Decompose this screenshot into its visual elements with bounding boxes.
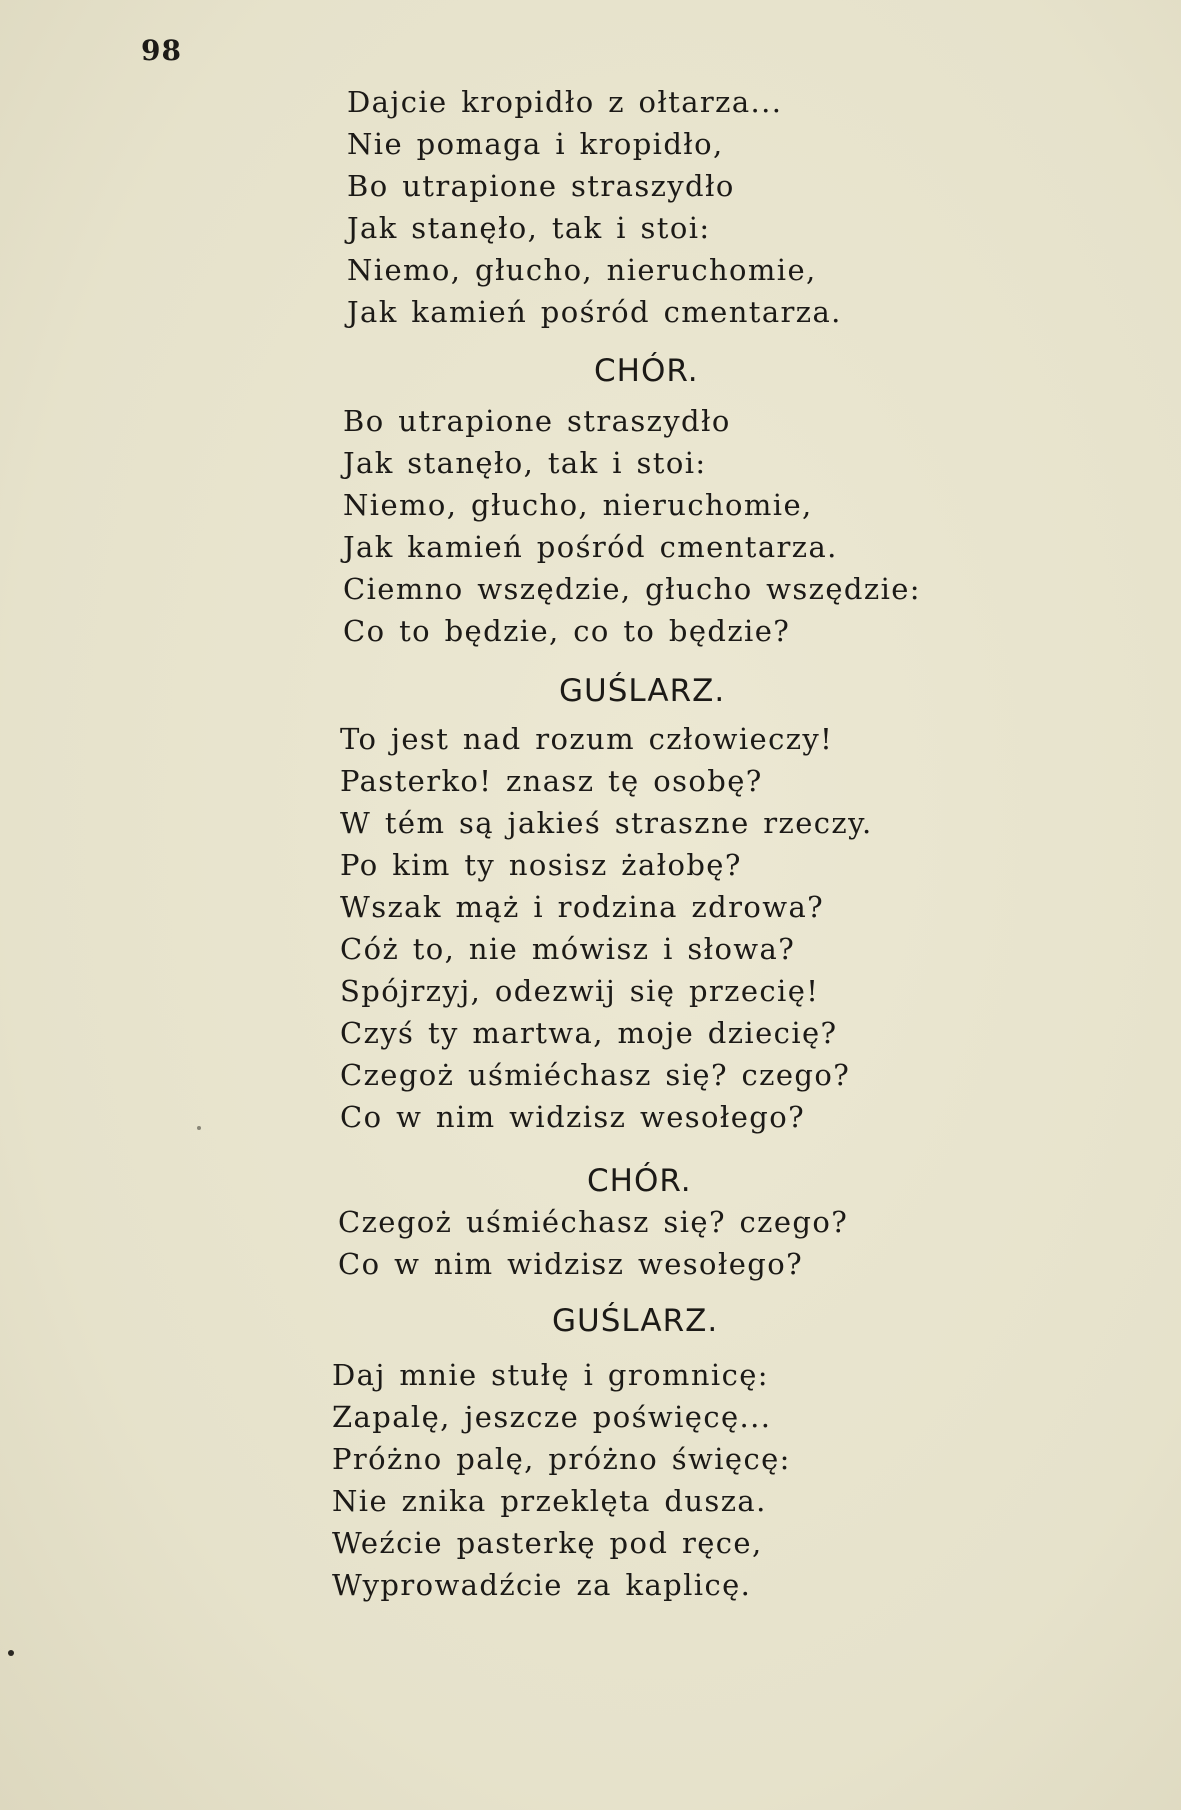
verse-line: Wszak mąż i rodzina zdrowa? <box>340 890 825 924</box>
page-number: 98 <box>141 34 182 67</box>
verse-line: Daj mnie stułę i gromnicę: <box>332 1358 769 1392</box>
verse-line: Czegoż uśmiéchasz się? czego? <box>340 1058 851 1092</box>
verse-line: Nie znika przeklęta dusza. <box>332 1484 767 1518</box>
speaker-heading: GUŚLARZ. <box>552 1303 719 1339</box>
verse-line: Weźcie pasterkę pod ręce, <box>332 1526 763 1560</box>
verse-line: Nie pomaga i kropidło, <box>347 127 724 161</box>
verse-line: Bo utrapione straszydło <box>347 169 735 203</box>
speaker-heading: CHÓR. <box>587 1163 692 1199</box>
verse-line: Co w nim widzisz wesołego? <box>340 1100 806 1134</box>
paper-speck <box>8 1650 14 1656</box>
verse-line: Spójrzyj, odezwij się przecię! <box>340 974 820 1008</box>
verse-line: Próżno palę, próżno święcę: <box>332 1442 791 1476</box>
verse-line: Jak stanęło, tak i stoi: <box>343 446 707 480</box>
verse-line: Cóż to, nie mówisz i słowa? <box>340 932 796 966</box>
verse-line: Ciemno wszędzie, głucho wszędzie: <box>343 572 921 606</box>
verse-line: To jest nad rozum człowieczy! <box>340 722 834 756</box>
verse-stanza <box>340 718 873 1138</box>
verse-line: Niemo, głucho, nieruchomie, <box>347 253 817 287</box>
verse-stanza <box>347 81 842 333</box>
verse-stanza <box>338 1201 848 1285</box>
verse-line: Jak stanęło, tak i stoi: <box>347 211 711 245</box>
verse-line: Po kim ty nosisz żałobę? <box>340 848 742 882</box>
verse-line: Czyś ty martwa, moje dziecię? <box>340 1016 838 1050</box>
verse-line: Czegoż uśmiéchasz się? czego? <box>338 1205 849 1239</box>
verse-line: Pasterko! znasz tę osobę? <box>340 764 763 798</box>
verse-line: Jak kamień pośród cmentarza. <box>343 530 838 564</box>
verse-line: Bo utrapione straszydło <box>343 404 731 438</box>
paper-speck <box>197 1126 201 1130</box>
verse-line: Co w nim widzisz wesołego? <box>338 1247 804 1281</box>
verse-line: Co to będzie, co to będzie? <box>343 614 791 648</box>
verse-line: Niemo, głucho, nieruchomie, <box>343 488 813 522</box>
verse-line: Jak kamień pośród cmentarza. <box>347 295 842 329</box>
verse-stanza <box>332 1354 791 1606</box>
verse-line: W tém są jakieś straszne rzeczy. <box>340 806 873 840</box>
verse-line: Dajcie kropidło z ołtarza... <box>347 85 783 119</box>
speaker-heading: CHÓR. <box>594 353 699 389</box>
verse-line: Zapalę, jeszcze poświęcę... <box>332 1400 772 1434</box>
verse-stanza <box>343 400 921 652</box>
verse-line: Wyprowadźcie za kaplicę. <box>332 1568 752 1602</box>
speaker-heading: GUŚLARZ. <box>559 673 726 709</box>
